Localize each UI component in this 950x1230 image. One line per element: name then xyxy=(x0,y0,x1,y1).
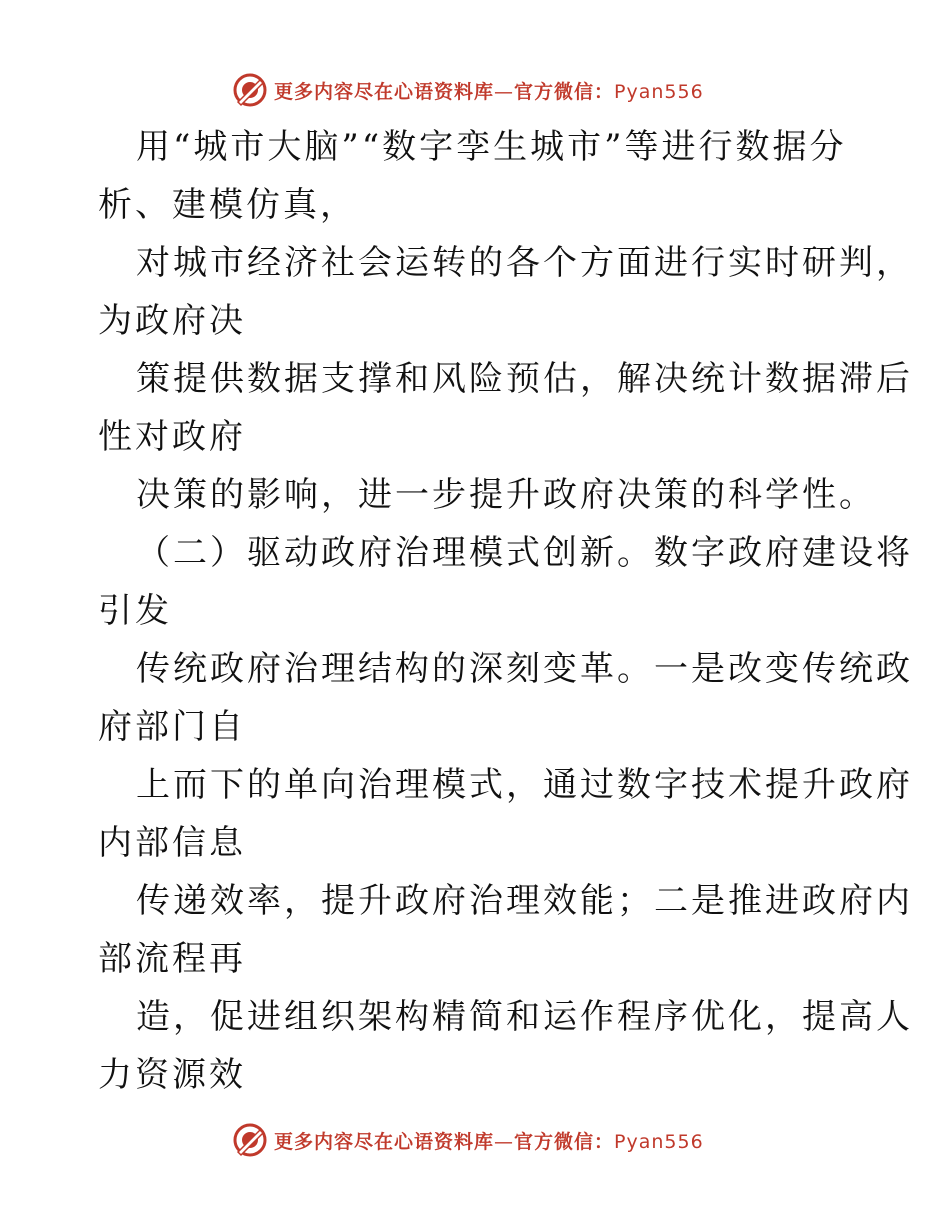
header-site-text: 更多内容尽在心语资料库 xyxy=(274,80,495,103)
text-line: 决策的影响，进一步提升政府决策的科学性。 xyxy=(136,475,876,515)
header-contact-label: 官方微信： xyxy=(514,80,615,103)
text-line: 传递效率，提升政府治理效能；二是推进政府内 xyxy=(136,881,913,921)
text-line: 府部门自 xyxy=(98,707,246,747)
header-watermark xyxy=(232,70,752,110)
text-line: 对城市经济社会运转的各个方面进行实时研判， xyxy=(136,243,913,283)
document-body xyxy=(98,118,913,1104)
text-line: 力资源效 xyxy=(98,1055,246,1095)
footer-site-text: 更多内容尽在心语资料库 xyxy=(274,1130,495,1153)
brain-pen-logo-icon xyxy=(232,1122,268,1158)
text-line: （二）驱动政府治理模式创新。数字政府建设将 xyxy=(136,533,913,573)
text-line: 引发 xyxy=(98,591,172,631)
text-line: 造，促进组织架构精简和运作程序优化，提高人 xyxy=(136,997,913,1037)
text-line: 内部信息 xyxy=(98,823,246,863)
text-line: 析、建模仿真， xyxy=(98,185,357,225)
header-dash: — xyxy=(494,80,515,103)
footer-banner-text xyxy=(274,1127,704,1154)
text-line: 上而下的单向治理模式，通过数字技术提升政府 xyxy=(136,765,913,805)
header-banner-text xyxy=(274,77,704,104)
text-line: 为政府决 xyxy=(98,301,246,341)
text-line: 策提供数据支撑和风险预估，解决统计数据滞后 xyxy=(136,359,913,399)
footer-watermark xyxy=(232,1120,752,1160)
footer-dash: — xyxy=(494,1130,515,1153)
text-line: 传统政府治理结构的深刻变革。一是改变传统政 xyxy=(136,649,913,689)
text-line: 性对政府 xyxy=(98,417,246,457)
footer-contact-id: Pyan556 xyxy=(614,1130,704,1153)
brain-pen-logo-icon xyxy=(232,72,268,108)
text-line: 用“城市大脑”“数字孪生城市”等进行数据分 xyxy=(136,127,847,167)
header-contact-id: Pyan556 xyxy=(614,80,704,103)
text-line: 部流程再 xyxy=(98,939,246,979)
footer-contact-label: 官方微信： xyxy=(514,1130,615,1153)
